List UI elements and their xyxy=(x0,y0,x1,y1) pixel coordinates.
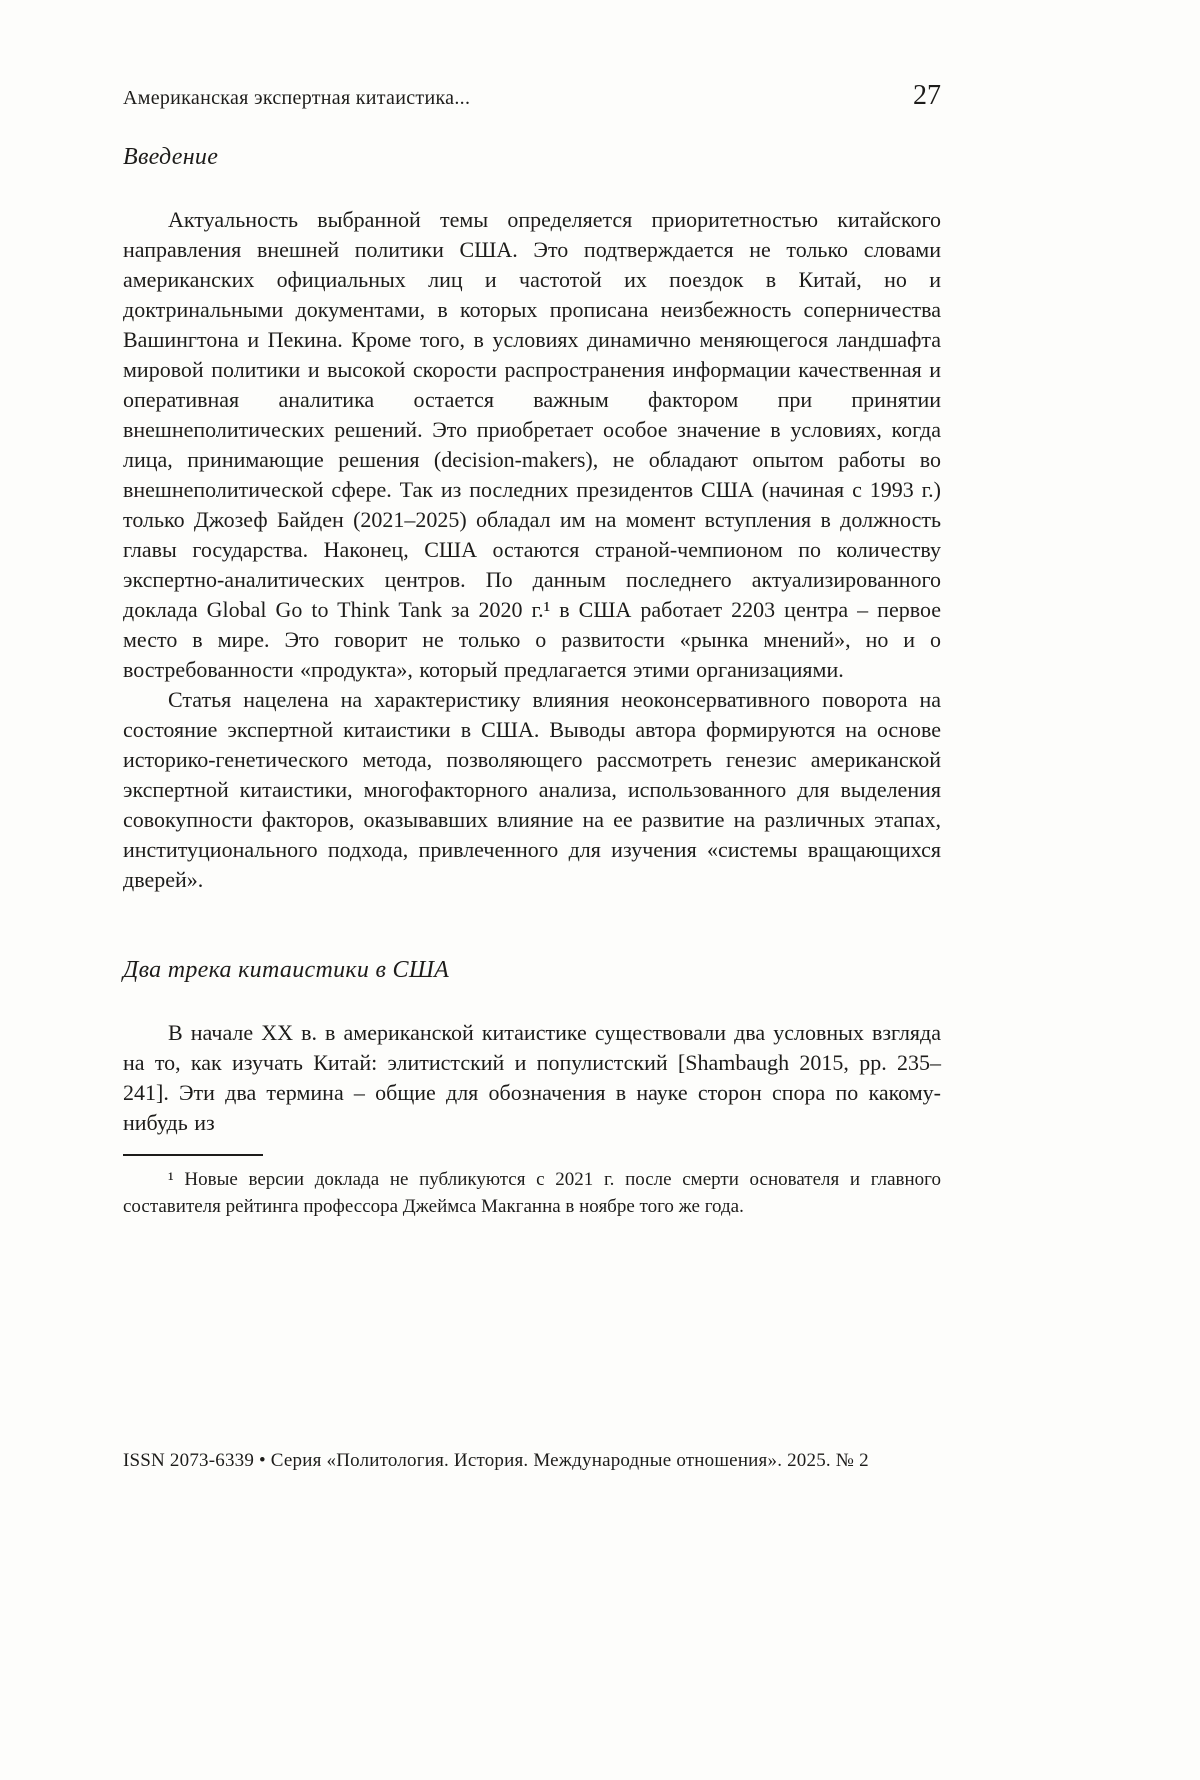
section-heading-introduction: Введение xyxy=(123,144,219,170)
page-number: 27 xyxy=(913,80,941,111)
footnote-text: ¹ Новые версии доклада не публикуются с 2021 г. после смерти основателя и главного составителя рейтинга профессора Джеймса Макганна в ноябре того же года. xyxy=(123,1169,941,1217)
running-header-title: Американская экспертная китаистика... xyxy=(123,87,471,109)
paragraph: Статья нацелена на характеристику влияния неоконсервативного поворота на состояние экспертной китаистики в США. Выводы автора формируются на основе историко-генетического метода, позволяющего рассмотреть генезис американской экспертной китаистики, многофакторного анализа, использованного для выделения совокупности факторов, оказывавших влияние на ее развитие на различных этапах, институционального подхода, привлеченного для изучения «системы вращающихся дверей». xyxy=(123,687,941,892)
paragraph: Актуальность выбранной темы определяется приоритетностью китайского направления внешней политики США. Это подтверждается не только словами американских официальных лиц и частотой их поездок в Китай, но и доктринальными документами, в которых прописана неизбежность соперничества Вашингтона и Пекина. Кроме того, в условиях динамично меняющегося ландшафта мировой политики и высокой скорости распространения информации качественная и оперативная аналитика остается важным фактором при принятии внешнеполитических решений. Это приобретает особое значение в условиях, когда лица, принимающие решения (decision-makers), не обладают опытом работы во внешнеполитической сфере. Так из последних президентов США (начиная с 1993 г.) только Джозеф Байден (2021–2025) обладал им на момент вступления в должность главы государства. Наконец, США остаются страной-чемпионом по количеству экспертно-аналитических центров. По данным последнего актуализированного доклада Global Go to Think Tank за 2020 г.¹ в США работает 2203 центра – первое место в мире. Это говорит не только о развитости «рынка мнений», но и о востребованности «продукта», который предлагается этими организациями. xyxy=(123,207,941,682)
section-heading-two-tracks: Два трека китаистики в США xyxy=(123,957,450,983)
page-footer-issn: ISSN 2073-6339 • Серия «Политология. История. Международные отношения». 2025. № 2 xyxy=(123,1450,869,1471)
page-content xyxy=(123,80,941,1220)
footnote-block xyxy=(123,1154,941,1220)
footnote-divider xyxy=(123,1154,263,1156)
running-header xyxy=(123,80,941,112)
paragraph: В начале XX в. в американской китаистике существовали два условных взгляда на то, как изучать Китай: элитистский и популистский [Shambaugh 2015, pp. 235–241]. Эти два термина – общие для обозначения в науке сторон спора по какому-нибудь из xyxy=(123,1020,941,1135)
